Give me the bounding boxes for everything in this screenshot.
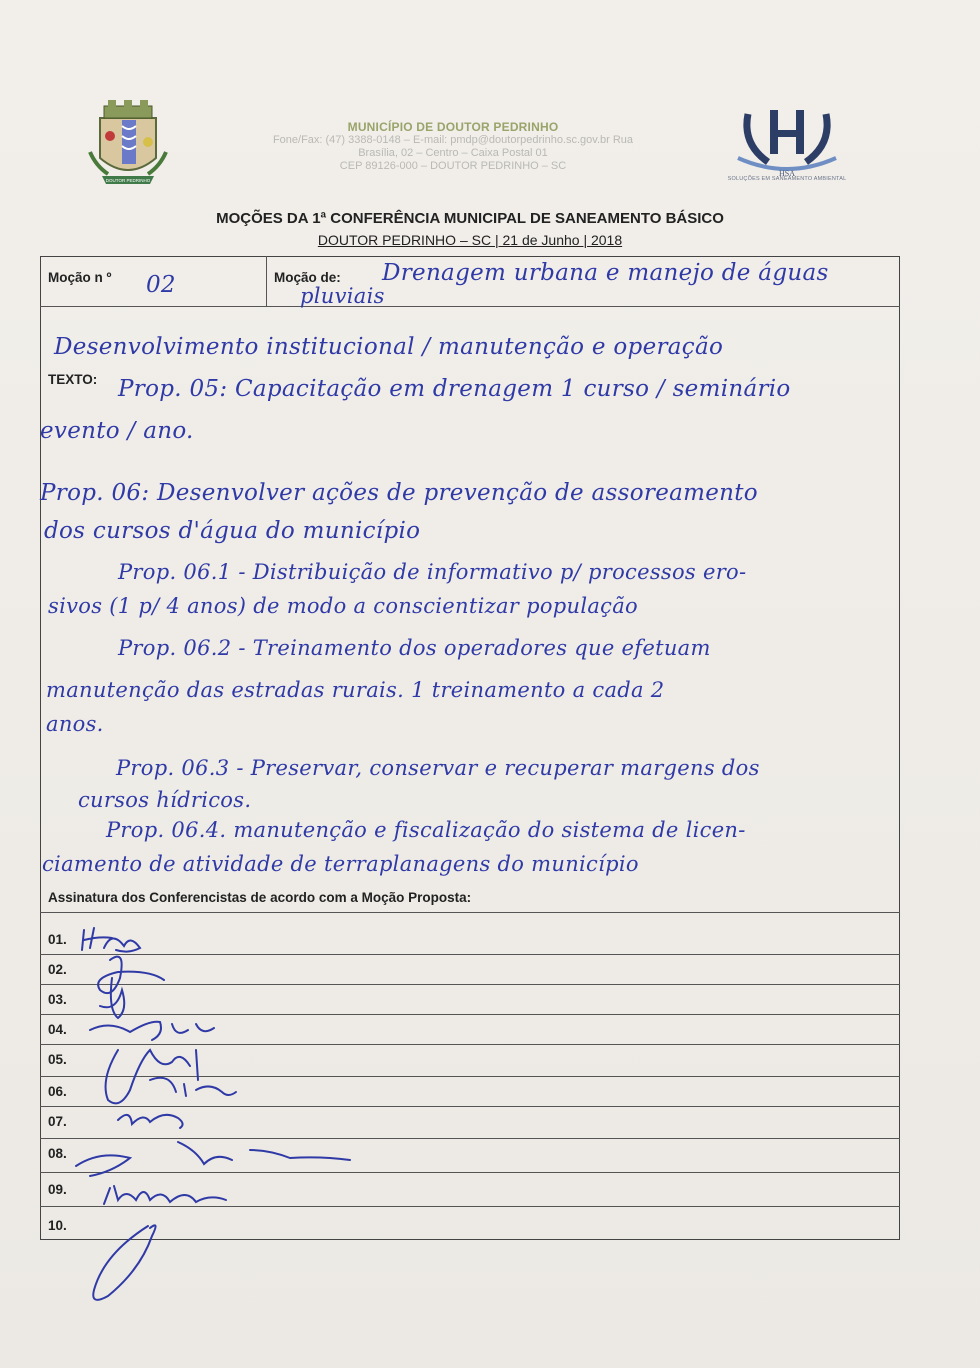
texto-line-4: dos cursos d'água do município <box>44 518 421 544</box>
signature-number-04: 04. <box>48 1022 67 1037</box>
crest-caption: DOUTOR PEDRINHO <box>105 178 151 183</box>
texto-line-1: Prop. 05: Capacitação em drenagem 1 curso / seminário <box>118 376 791 402</box>
texto-line-13: ciamento de atividade de terraplanagens do município <box>42 852 639 876</box>
signature-04 <box>90 1022 214 1040</box>
signature-09 <box>104 1186 226 1204</box>
signature-number-03: 03. <box>48 992 67 1007</box>
texto-line-8: manutenção das estradas rurais. 1 treinamento a cada 2 <box>46 678 665 702</box>
texto-line-6: sivos (1 p/ 4 anos) de modo a conscientizar população <box>48 594 639 618</box>
desenvolvimento-text: Desenvolvimento institucional / manutenção e operação <box>54 334 724 360</box>
texto-line-10: Prop. 06.3 - Preservar, conservar e recuperar margens dos <box>116 756 760 780</box>
municipio-title: MUNICÍPIO DE DOUTOR PEDRINHO <box>347 120 559 134</box>
signature-10 <box>93 1225 155 1300</box>
contact-line-2: Brasília, 02 – Centro – Caixa Postal 01 <box>358 147 548 159</box>
mocao-de-value-line2: pluviais <box>300 284 385 308</box>
signature-01 <box>82 928 140 952</box>
texto-line-12: Prop. 06.4. manutenção e fiscalização do sistema de licen- <box>106 818 746 842</box>
assinatura-label: Assinatura dos Conferencistas de acordo com a Moção Proposta: <box>48 890 472 905</box>
signature-07 <box>118 1115 183 1128</box>
document-subtitle-text: DOUTOR PEDRINHO – SC | 21 de Junho | 2018 <box>317 232 623 248</box>
signature-03 <box>100 978 124 1018</box>
signature-number-06: 06. <box>48 1084 67 1099</box>
mocao-de-label: Moção de: <box>274 270 341 285</box>
mocao-number-label: Moção n º <box>48 270 112 285</box>
mocao-number-value: 02 <box>146 272 176 298</box>
signature-number-02: 02. <box>48 962 67 977</box>
contact-line-3: CEP 89126-000 – DOUTOR PEDRINHO – SC <box>339 160 567 172</box>
texto-line-7: Prop. 06.2 - Treinamento dos operadores que efetuam <box>118 636 711 660</box>
signature-number-09: 09. <box>48 1182 67 1197</box>
contact-line-1: Fone/Fax: (47) 3388-0148 – E-mail: pmdp@doutorpedrinho.sc.gov.br Rua <box>272 134 634 146</box>
signature-number-08: 08. <box>48 1146 67 1161</box>
texto-line-5: Prop. 06.1 - Distribuição de informativo p/ processos ero- <box>118 560 747 584</box>
signature-number-01: 01. <box>48 932 67 947</box>
hsa-caption: SOLUÇÕES EM SANEAMENTO AMBIENTAL <box>727 176 847 182</box>
signature-06 <box>150 1078 236 1096</box>
document-title: MOÇÕES DA 1ª CONFERÊNCIA MUNICIPAL DE SANEAMENTO BÁSICO <box>216 210 724 227</box>
texto-line-11: cursos hídricos. <box>78 788 252 812</box>
signature-number-07: 07. <box>48 1114 67 1129</box>
hsa-short: HSA <box>778 169 796 178</box>
texto-line-2: evento / ano. <box>40 418 194 444</box>
texto-label: TEXTO: <box>48 372 98 387</box>
signature-08 <box>76 1142 350 1176</box>
texto-line-3: Prop. 06: Desenvolver ações de prevenção de assoreamento <box>40 480 758 506</box>
signature-05 <box>106 1050 198 1103</box>
signature-number-05: 05. <box>48 1052 67 1067</box>
texto-line-9: anos. <box>46 712 104 736</box>
signature-02 <box>98 957 164 994</box>
signature-number-10: 10. <box>48 1218 67 1233</box>
mocao-de-value-line1: Drenagem urbana e manejo de águas <box>382 260 829 286</box>
